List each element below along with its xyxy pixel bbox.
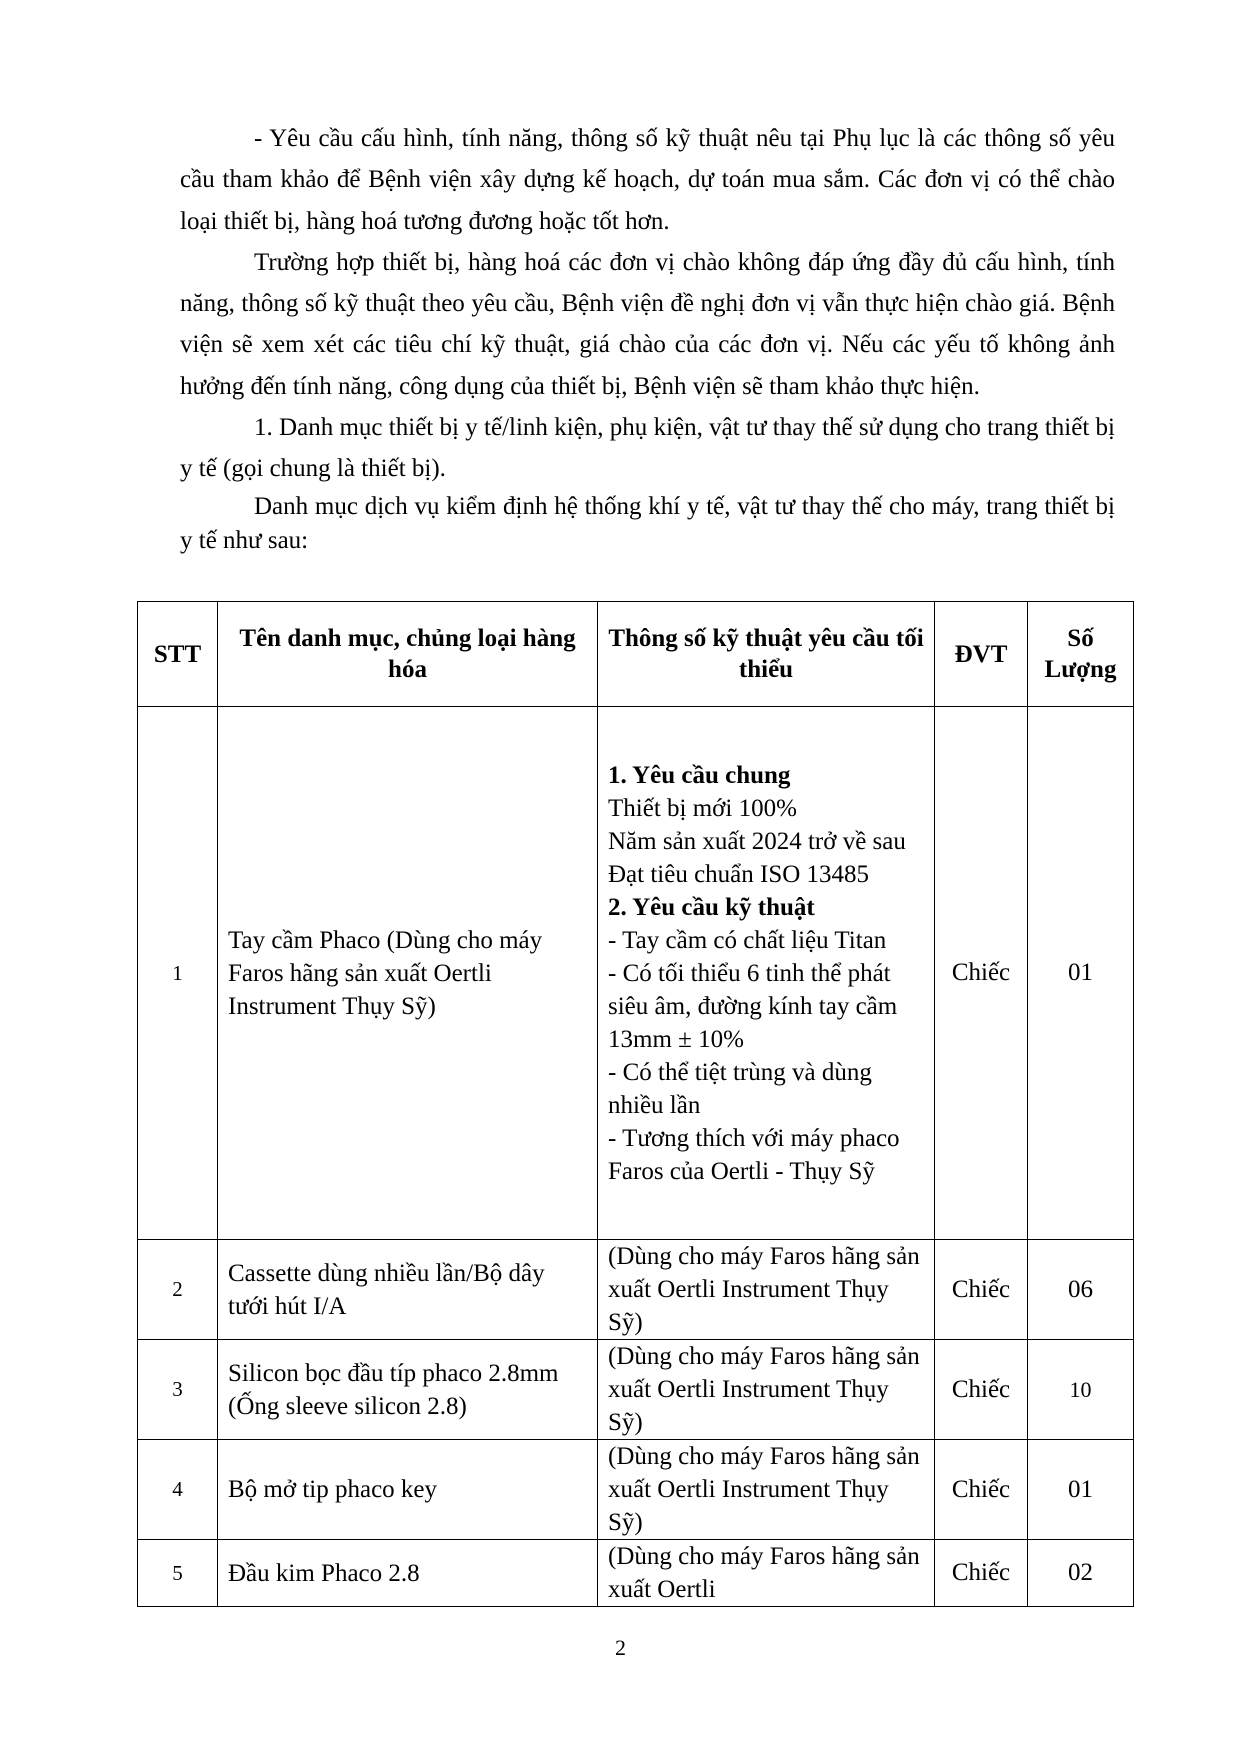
spec-line: - Tay cầm có chất liệu Titan: [608, 926, 887, 954]
cell-spec: [598, 1540, 935, 1607]
header-quantity: Số Lượng: [1028, 602, 1134, 707]
cell-quantity: 01: [1028, 1440, 1134, 1540]
equipment-table: [137, 601, 1134, 1607]
spec-line: (Dùng cho máy Faros hãng sản xuất Oertli Instrument Thụy Sỹ): [608, 1343, 920, 1436]
cell-unit: Chiếc: [935, 1240, 1028, 1340]
cell-spec: [598, 707, 935, 1240]
cell-quantity: 01: [1028, 707, 1134, 1240]
spec-line: - Có tối thiểu 6 tinh thể phát siêu âm, đường kính tay cầm 13mm ± 10%: [608, 959, 898, 1053]
spec-line: (Dùng cho máy Faros hãng sản xuất Oertli Instrument Thụy Sỹ): [608, 1243, 920, 1336]
cell-item-name: Đầu kim Phaco 2.8: [218, 1540, 598, 1607]
cell-unit: Chiếc: [935, 1440, 1028, 1540]
cell-item-name: Bộ mở tip phaco key: [218, 1440, 598, 1540]
table-header-row: [138, 602, 1134, 707]
paragraph-section-1: 1. Danh mục thiết bị y tế/linh kiện, phụ kiện, vật tư thay thế sử dụng cho trang thiết bị y tế (gọi chung là thiết bị).: [180, 414, 1115, 483]
cell-unit: Chiếc: [935, 1540, 1028, 1607]
spec-line: Năm sản xuất 2024 trở về sau: [608, 827, 906, 855]
spec-line: (Dùng cho máy Faros hãng sản xuất Oertli: [608, 1543, 920, 1603]
spec-line: - Tương thích với máy phaco Faros của Oertli - Thụy Sỹ: [608, 1124, 900, 1185]
cell-stt: 2: [138, 1240, 218, 1340]
cell-unit: Chiếc: [935, 1340, 1028, 1440]
spec-line: Đạt tiêu chuẩn ISO 13485: [608, 860, 870, 888]
cell-stt: 3: [138, 1340, 218, 1440]
header-spec: Thông số kỹ thuật yêu cầu tối thiểu: [598, 602, 935, 707]
header-unit: ĐVT: [935, 602, 1028, 707]
table-row: [138, 1440, 1134, 1540]
spec-line: Thiết bị mới 100%: [608, 794, 797, 822]
cell-spec: [598, 1440, 935, 1540]
header-item-name: Tên danh mục, chủng loại hàng hóa: [218, 602, 598, 707]
cell-spec: [598, 1240, 935, 1340]
cell-quantity: 10: [1028, 1340, 1134, 1440]
table-row: [138, 1540, 1134, 1607]
page-number: 2: [615, 1635, 626, 1660]
paragraph-requirements-note: - Yêu cầu cấu hình, tính năng, thông số kỹ thuật nêu tại Phụ lục là các thông số yêu cầu tham khảo để Bệnh viện xây dựng kế hoạch, dự toán mua sắm. Các đơn vị có thể chào loại thiết bị, hàng hoá tương đương hoặc tốt hơn.: [180, 125, 1115, 235]
cell-quantity: 06: [1028, 1240, 1134, 1340]
cell-quantity: 02: [1028, 1540, 1134, 1607]
cell-item-name: Cassette dùng nhiều lần/Bộ dây tưới hút I/A: [218, 1240, 598, 1340]
spec-line: (Dùng cho máy Faros hãng sản xuất Oertli Instrument Thụy Sỹ): [608, 1443, 920, 1536]
header-stt: STT: [138, 602, 218, 707]
spec-heading: 1. Yêu cầu chung: [608, 761, 791, 789]
table-row: [138, 1340, 1134, 1440]
cell-spec: [598, 1340, 935, 1440]
cell-item-name: Silicon bọc đầu típ phaco 2.8mm (Ống sleeve silicon 2.8): [218, 1340, 598, 1440]
body-text: [180, 118, 1115, 558]
table-row: [138, 1240, 1134, 1340]
spec-line: - Có thể tiệt trùng và dùng nhiều lần: [608, 1058, 872, 1119]
cell-stt: 4: [138, 1440, 218, 1540]
cell-item-name: Tay cầm Phaco (Dùng cho máy Faros hãng sản xuất Oertli Instrument Thụy Sỹ): [218, 707, 598, 1240]
cell-stt: 1: [138, 707, 218, 1240]
spec-heading: 2. Yêu cầu kỹ thuật: [608, 893, 815, 921]
cell-stt: 5: [138, 1540, 218, 1607]
cell-unit: Chiếc: [935, 707, 1028, 1240]
paragraph-nonconforming-offers: Trường hợp thiết bị, hàng hoá các đơn vị chào không đáp ứng đầy đủ cấu hình, tính năng, thông số kỹ thuật theo yêu cầu, Bệnh viện đề nghị đơn vị vẫn thực hiện chào giá. Bệnh viện sẽ xem xét các tiêu chí kỹ thuật, giá chào của các đơn vị. Nếu các yếu tố không ảnh hưởng đến tính năng, công dụng của thiết bị, Bệnh viện sẽ tham khảo thực hiện.: [180, 248, 1115, 400]
paragraph-list-intro: Danh mục dịch vụ kiểm định hệ thống khí y tế, vật tư thay thế cho máy, trang thiết bị y tế như sau:: [180, 492, 1115, 554]
table-row: [138, 707, 1134, 1240]
